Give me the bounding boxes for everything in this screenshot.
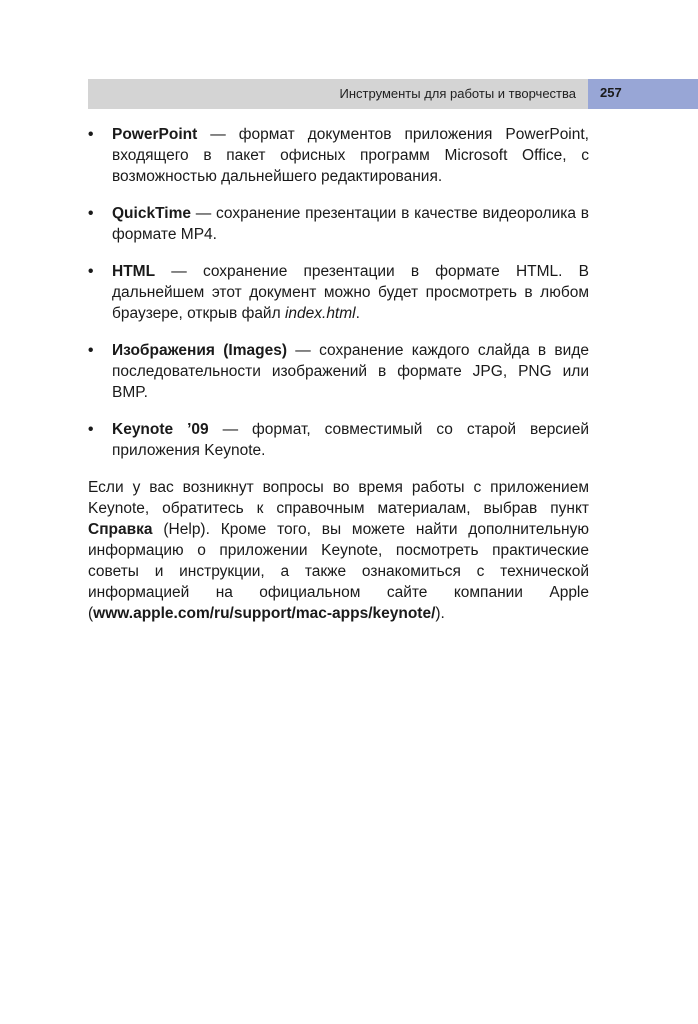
paragraph-text: ). [435, 605, 445, 622]
bullet-icon: • [88, 205, 94, 222]
paragraph-text: Если у вас возникнут вопросы во время работы с приложением Keynote, обратитесь к справочным материалам, выбрав пункт [88, 479, 589, 517]
list-item-text: — формат, совместимый со старой версией приложения Keynote. [112, 421, 589, 459]
list-item-text: — формат документов приложения PowerPoint, входящего в пакет офисных программ Microsoft Office, с возможностью дальнейшего редактирования. [112, 126, 589, 185]
help-paragraph [88, 477, 589, 624]
running-header [88, 79, 588, 109]
page-body [88, 124, 589, 624]
list-item [88, 203, 589, 245]
list-item-term: HTML [112, 263, 156, 280]
list-item-term: QuickTime [112, 205, 191, 222]
page-number: 257 [600, 85, 622, 100]
page-number-tab [588, 79, 698, 109]
list-item-text: — сохранение каждого слайда в виде последовательности изображений в формате JPG, PNG или BMP. [112, 342, 589, 401]
running-header-title: Инструменты для работы и творчества [339, 86, 576, 101]
paragraph-text: (Help). Кроме того, вы можете найти дополнительную информацию о приложении Keynote, посмотреть практические советы и инструкции, а также ознакомиться с технической информацией на официальном сайте компании Apple ( [88, 521, 589, 622]
list-item [88, 261, 589, 324]
apple-support-link[interactable]: www.apple.com/ru/support/mac-apps/keynote/ [93, 605, 436, 622]
format-list [88, 124, 589, 461]
list-item-text: — сохранение презентации в качестве видеоролика в формате MP4. [112, 205, 589, 243]
list-item [88, 419, 589, 461]
bullet-icon: • [88, 126, 94, 143]
list-item-term: Keynote ’09 [112, 421, 209, 438]
list-item-text: — сохранение презентации в формате HTML. В дальнейшем этот документ можно будет просмотреть в любом браузере, открыв файл [112, 263, 589, 322]
help-menu-term: Справка [88, 521, 153, 538]
filename: index.html [284, 305, 356, 322]
bullet-icon: • [88, 421, 94, 438]
list-item [88, 124, 589, 187]
list-item-term: PowerPoint [112, 126, 198, 143]
list-item-tail: . [355, 305, 360, 322]
bullet-icon: • [88, 263, 94, 280]
bullet-icon: • [88, 342, 94, 359]
list-item [88, 340, 589, 403]
list-item-term: Изображения (Images) [112, 342, 287, 359]
